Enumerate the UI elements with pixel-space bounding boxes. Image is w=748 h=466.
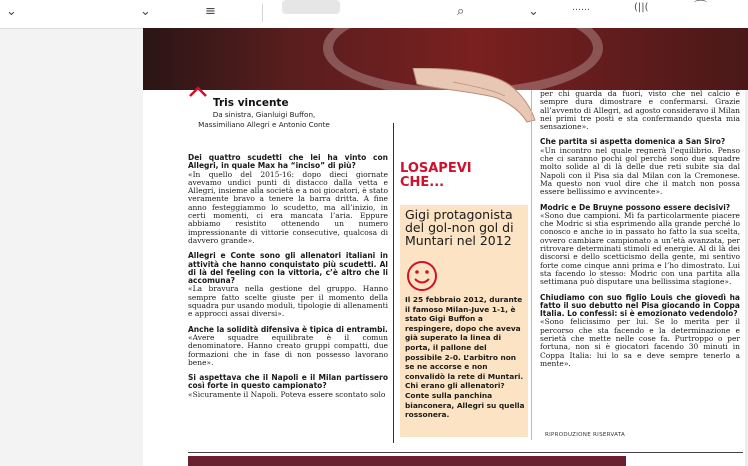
caption-title: Tris vincente <box>213 97 289 109</box>
qa-block <box>188 326 388 367</box>
caption-text: Da sinistra, Gianluigi Buffon, Massimiliano Allegri e Antonio Conte <box>198 110 330 129</box>
kicker-che: CHE... <box>400 175 445 190</box>
answer: «Sicuramente il Napoli. Poteva essere scontato solo <box>188 389 386 399</box>
viewer-toolbar <box>0 0 748 29</box>
smiley-icon <box>406 260 438 292</box>
answer: «La bravura nella gestione del gruppo. Hanno sempre fatto scelte giuste per il momento della squadra pur usando moduli, tipologie di allenamenti e approcci assai diversi». <box>188 284 388 319</box>
article-left-column <box>188 154 388 406</box>
qa-block <box>188 374 388 399</box>
info-box-title: Gigi protagonista del gol-non gol di Muntari nel 2012 <box>405 207 514 248</box>
settings-icon[interactable]: ⌒ <box>694 0 708 15</box>
grid-icon[interactable]: ⌄ <box>528 4 539 19</box>
question: Dei quattro scudetti che lei ha vinto con Allegri, in quale Max ha “inciso” di più? <box>188 153 388 171</box>
question: Allegri e Conte sono gli allenatori italiani in attività che hanno conquistato più scudetti. Al di là del feeling con la vittoria, c’è altro che li accomuna? <box>188 251 388 286</box>
answer: «Avere squadre equilibrate è il comun denominatore. Hanno creato gruppi compatti, due formazioni che in fase di non possesso lavorano bene». <box>188 332 388 367</box>
column-divider <box>393 123 394 443</box>
bookmark-icon[interactable]: ⌄ <box>6 4 17 19</box>
answer: «Un incontro nel quale regnerà l’equilibrio. Penso che ci saranno pochi gol perché sono due squadre molto solide al di là delle due reti subite sia dal Napoli con il Pisa sia dal Milan con la Cremonese. Ma questo non vuol dire che il match non possa essere bellissimo e avvincente». <box>540 145 740 197</box>
kicker-lo: LO <box>400 161 419 176</box>
qa-block <box>540 204 740 287</box>
search-icon[interactable]: ⌕ <box>457 4 465 19</box>
qa-block <box>540 90 740 131</box>
bottom-rule <box>188 452 743 453</box>
more-icon[interactable]: (||( <box>634 2 649 13</box>
question: Chiudiamo con suo figlio Louis che giovedì ha fatto il suo debutto nel Pisa giocando in Coppa Italia. Lo confessi: si è emozionato vedendolo? <box>540 292 740 319</box>
answer: «Sono felicissimo per lui. Se lo merita per il percorso che sta facendo e la determinazione e serietà che mette nelle cose fa. Purtroppo o per fortuna, non si è giocatori facendo 30 minuti in Coppa Italia: lui lo sa e deve sempre tenerlo a mente». <box>540 317 740 368</box>
qa-block <box>540 294 740 369</box>
answer: «Sono due campioni. Mi fa particolarmente piacere che Modric si stia esprimendo alla grande perché lo conosco e anche io in passato ho fatto la sua scelta, ovvero cambiare campionato a un’età avanzata, per ritrovare determinati stimoli ed energie. Al di là dei discorsi e dello scetticismo della gente, mi sentivo forte come cinque anni prima e l’ho dimostrato. Lui sta facendo lo stesso: Modric con una partita alla settimana può disputare una bellissima stagione». <box>540 210 740 287</box>
lo-sapevi-che-kicker <box>400 162 472 190</box>
question: Che partita si aspetta domenica a San Siro? <box>540 137 726 147</box>
article-right-column <box>540 90 740 375</box>
zoom-icon[interactable]: …… <box>572 3 590 13</box>
qa-block <box>188 154 388 245</box>
qa-block <box>188 252 388 318</box>
kicker-sapevi: SAPEVI <box>418 161 472 176</box>
info-box-text: Il 25 febbraio 2012, durante il famoso Milan-Juve 1-1, è stato Gigi Buffon a respingere, dopo che aveva già superato la linea di porta, il pallone del possibile 2-0. L’arbitro non se ne accorse e non convalidò la rete di Muntari. Chi erano gli allenatori? Conte sulla panchina bianconera, Allegri su quella rossonera. <box>405 295 525 420</box>
next-article-image <box>188 456 626 466</box>
share-icon[interactable]: ⌄ <box>140 4 151 19</box>
qa-block <box>540 138 740 196</box>
question: Si aspettava che il Napoli e il Milan partissero così forte in questo campionato? <box>188 373 388 391</box>
newspaper-page <box>143 28 748 466</box>
answer: «In quello del 2015-16: dopo dieci giornate avevamo undici punti di distacco dalla vetta e Allegri, insieme alla società e a noi giocatori, è stato veramente bravo a tenere la barra dritta. A fine anno festeggiammo lo scudetto, ma all’inizio, in certi momenti, ci era mancata l’aria. Eppure abbiamo resistito ottenendo un numero impressionante di vittorie consecutive, qualcosa di davvero grande». <box>188 169 388 245</box>
info-box <box>400 205 528 437</box>
answer: per chi guarda da fuori, visto che nel calcio è sempre dura dimostrare e confermarsi. Grazie all’avvento di Allegri, ad agosto consideravo il Milan nei primi tre posti e sta confermando questa mia sensazione». <box>540 89 740 132</box>
print-icon[interactable]: ≡ <box>205 4 216 19</box>
caret-up-icon <box>188 86 208 98</box>
question: Anche la solidità difensiva è tipica di entrambi. <box>188 324 388 334</box>
column-divider <box>531 90 532 440</box>
copyright-note: RIPRODUZIONE RISERVATA <box>545 432 626 438</box>
view-mode-button[interactable] <box>282 0 340 14</box>
question: Modric e De Bruyne possono essere decisivi? <box>540 202 731 212</box>
hand-graphic <box>393 68 543 124</box>
toolbar-separator <box>262 4 263 22</box>
